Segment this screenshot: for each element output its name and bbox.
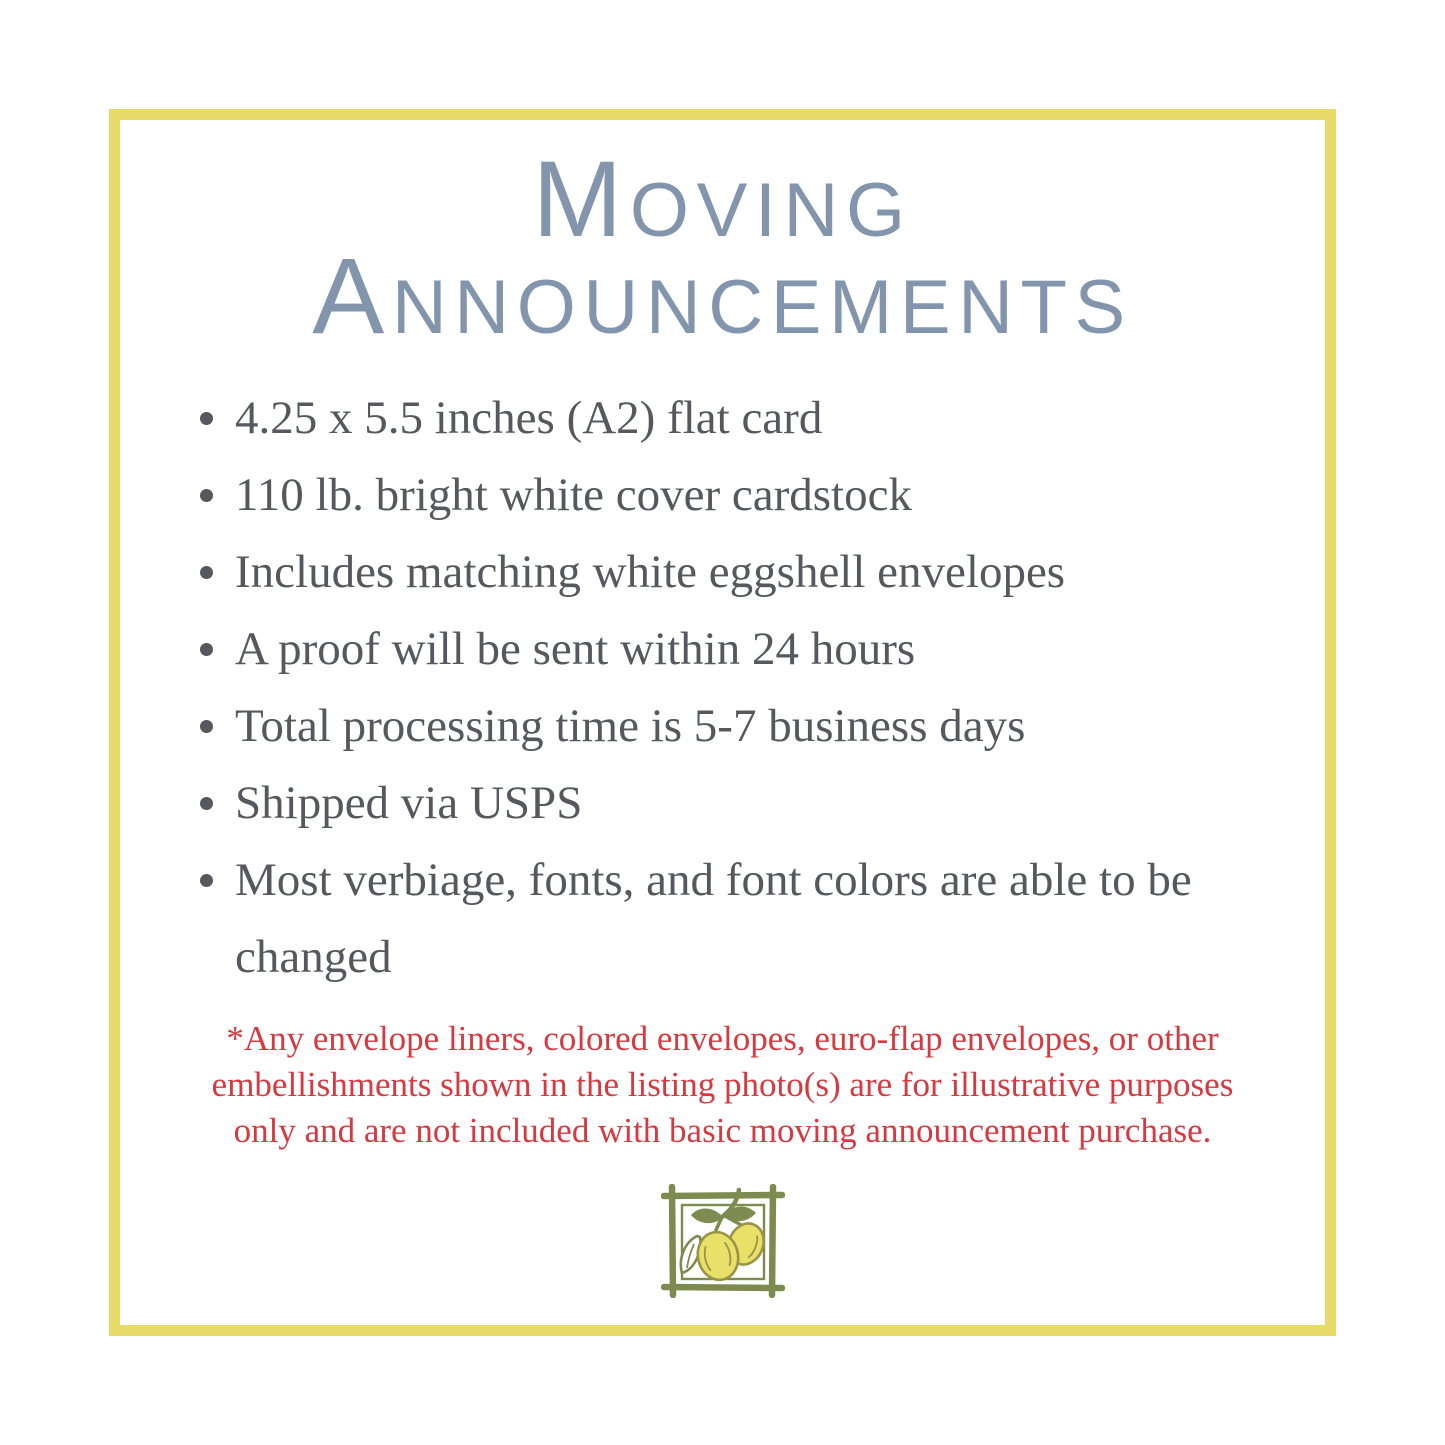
list-item bbox=[198, 611, 1330, 688]
bullet-icon bbox=[200, 720, 213, 733]
list-item-text: A proof will be sent within 24 hours bbox=[235, 623, 916, 675]
bullet-icon bbox=[200, 489, 213, 502]
bullet-icon bbox=[200, 643, 213, 656]
list-item bbox=[198, 765, 1330, 842]
title-line-2: Announcements bbox=[312, 235, 1133, 356]
disclaimer-line: embellishments shown in the listing photo(s) are for illustrative purposes bbox=[211, 1065, 1234, 1104]
list-item bbox=[198, 457, 1330, 534]
list-item bbox=[198, 534, 1330, 611]
list-item-text: Includes matching white eggshell envelopes bbox=[235, 546, 1066, 598]
bullet-icon bbox=[200, 412, 213, 425]
product-details-list bbox=[198, 380, 1330, 996]
bullet-icon bbox=[200, 566, 213, 579]
page-title bbox=[0, 138, 1445, 356]
list-item-text: 4.25 x 5.5 inches (A2) flat card bbox=[235, 392, 823, 444]
lemons-in-frame-logo-icon bbox=[661, 1184, 785, 1298]
title-line-1: Moving bbox=[532, 138, 913, 259]
list-item-text: Total processing time is 5-7 business days bbox=[235, 700, 1026, 752]
bullet-icon bbox=[200, 874, 213, 887]
list-item-text: 110 lb. bright white cover cardstock bbox=[235, 469, 912, 521]
list-item bbox=[198, 842, 1330, 996]
list-item-text: Shipped via USPS bbox=[235, 777, 583, 829]
disclaimer-text bbox=[120, 1016, 1325, 1154]
bullet-icon bbox=[200, 797, 213, 810]
list-item bbox=[198, 380, 1330, 457]
list-item-text: Most verbiage, fonts, and font colors are able to be changed bbox=[235, 854, 1192, 983]
list-item bbox=[198, 688, 1330, 765]
disclaimer-line: *Any envelope liners, colored envelopes, euro-flap envelopes, or other bbox=[226, 1019, 1219, 1058]
disclaimer-line: only and are not included with basic moving announcement purchase. bbox=[233, 1111, 1212, 1150]
